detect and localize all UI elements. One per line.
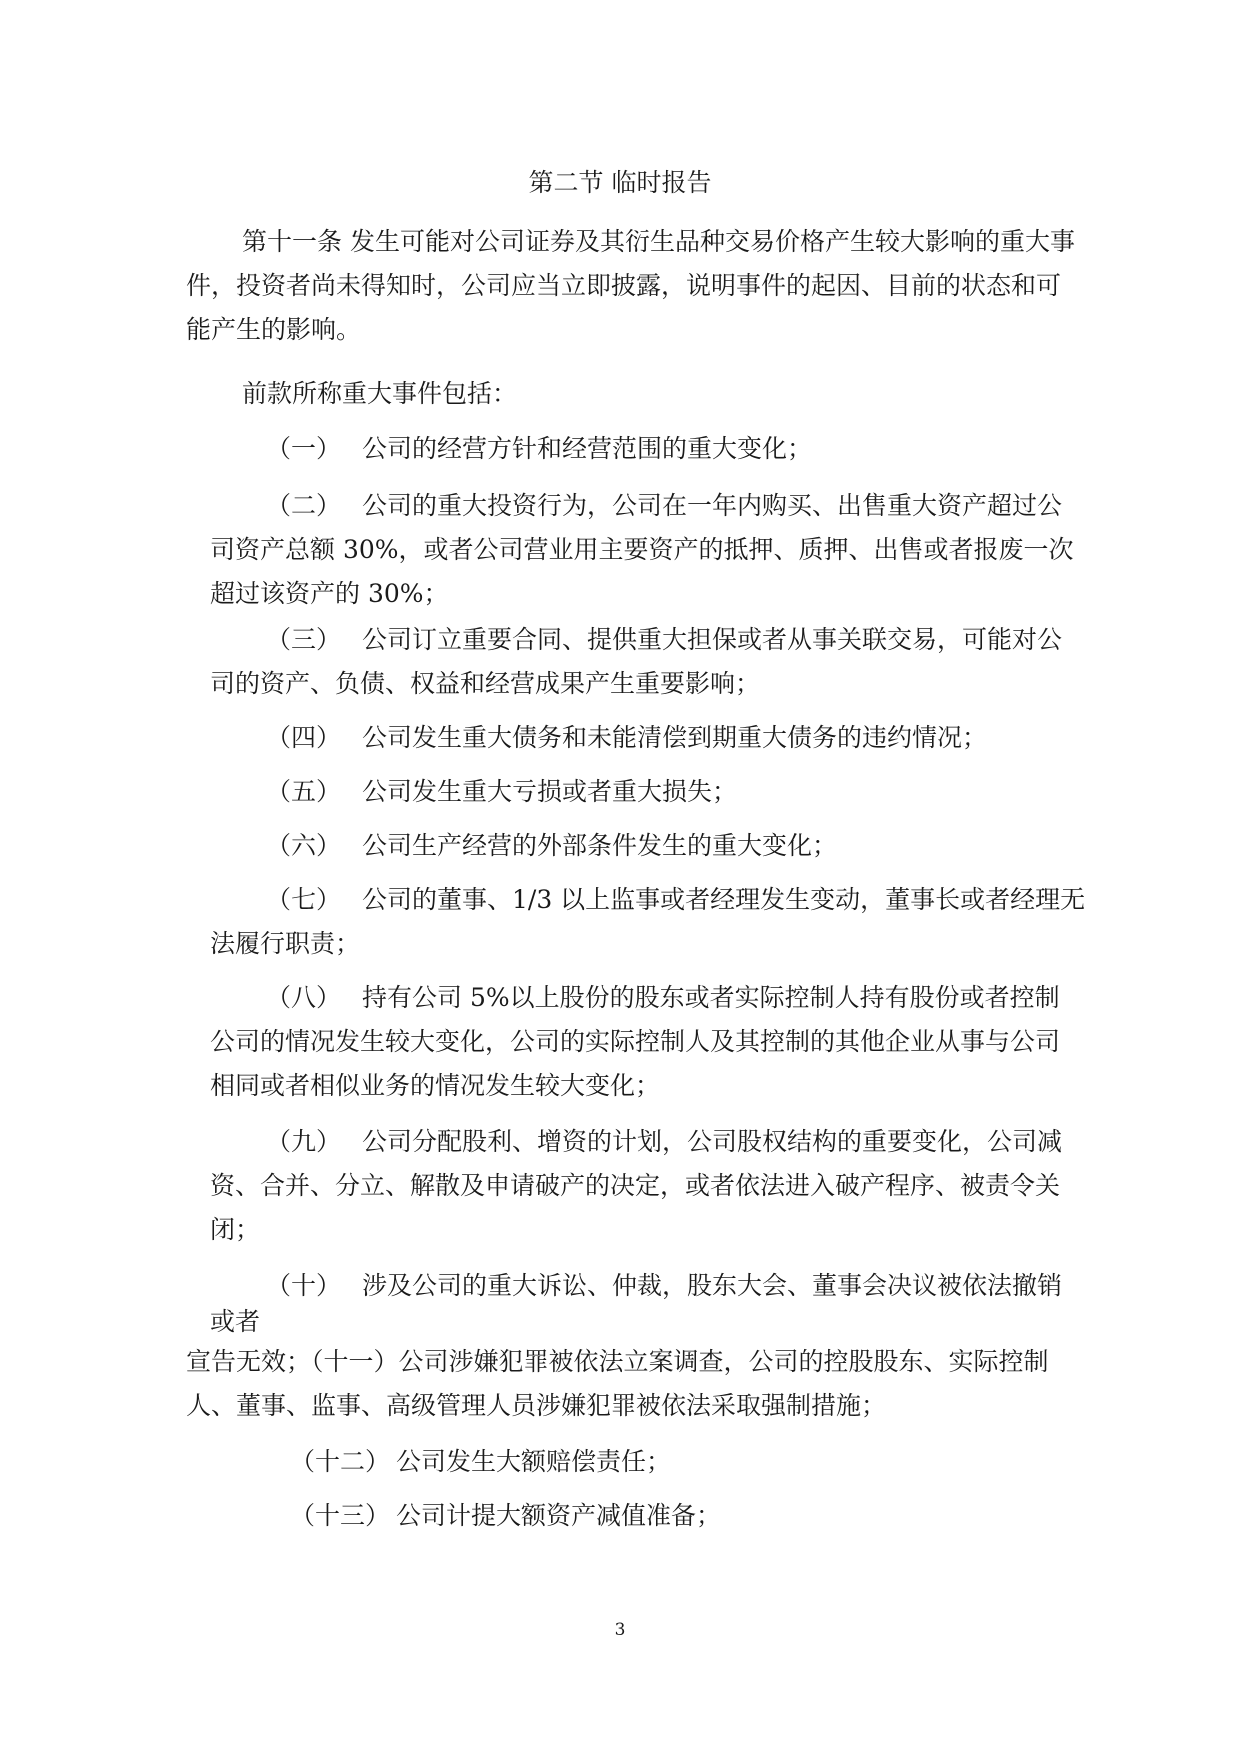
item-text: 法履行职责； [210, 929, 361, 958]
item-text: 公司计提大额资产减值准备； [396, 1501, 722, 1530]
item-text: 公司生产经营的外部条件发生的重大变化； [362, 831, 838, 860]
list-item [290, 1446, 671, 1478]
list-item [266, 433, 812, 465]
list-item [290, 1500, 721, 1532]
intro-text: 前款所称重大事件包括： [242, 379, 518, 408]
list-item [266, 490, 1062, 522]
item-number: （六） [266, 831, 342, 860]
list-item [266, 1126, 1062, 1158]
article-line: 能产生的影响。 [186, 315, 362, 344]
list-item [266, 830, 837, 862]
list-item [266, 624, 1062, 656]
item-text: 公司发生重大亏损或者重大损失； [362, 777, 738, 806]
list-item [266, 776, 737, 808]
item-text: 公司订立重要合同、提供重大担保或者从事关联交易，可能对公 [362, 625, 1063, 654]
item-number: （十） [266, 1271, 342, 1300]
item-text: 公司发生大额赔偿责任； [396, 1447, 672, 1476]
item-text: 闭； [210, 1215, 261, 1244]
continuation-line: 人、董事、监事、高级管理人员涉嫌犯罪被依法采取强制措施； [186, 1391, 887, 1420]
item-number: （五） [266, 777, 342, 806]
item-text: 公司的经营方针和经营范围的重大变化； [362, 434, 813, 463]
list-item [266, 982, 1060, 1014]
item-text: 公司发生重大债务和未能清偿到期重大债务的违约情况； [362, 723, 988, 752]
item-text: 或者 [210, 1307, 261, 1336]
item-text: 公司的重大投资行为，公司在一年内购买、出售重大资产超过公 [362, 491, 1063, 520]
page-number: 3 [614, 1620, 626, 1640]
item-number: （十二） [290, 1447, 391, 1476]
item-text: 公司的董事、1/3 以上监事或者经理发生变动，董事长或者经理无 [362, 885, 1086, 914]
list-item [266, 884, 1085, 916]
article-line: 第十一条 发生可能对公司证券及其衍生品种交易价格产生较大影响的重大事 [242, 227, 1075, 256]
item-text: 司的资产、负债、权益和经营成果产生重要影响； [210, 669, 761, 698]
item-number: （七） [266, 885, 342, 914]
item-text: 相同或者相似业务的情况发生较大变化； [210, 1071, 661, 1100]
item-text: 公司分配股利、增资的计划，公司股权结构的重要变化，公司减 [362, 1127, 1063, 1156]
list-item [266, 1270, 1062, 1302]
item-text: 公司的情况发生较大变化，公司的实际控制人及其控制的其他企业从事与公司 [210, 1027, 1061, 1056]
continuation-line: 宣告无效；（十一）公司涉嫌犯罪被依法立案调查，公司的控股股东、实际控制 [186, 1347, 1049, 1376]
item-text: 涉及公司的重大诉讼、仲裁，股东大会、董事会决议被依法撤销 [362, 1271, 1063, 1300]
item-number: （二） [266, 491, 342, 520]
item-number: （三） [266, 625, 342, 654]
item-number: （九） [266, 1127, 342, 1156]
item-number: （八） [266, 983, 342, 1012]
item-number: （十三） [290, 1501, 391, 1530]
list-item [266, 722, 987, 754]
section-title: 第二节 临时报告 [528, 168, 712, 197]
item-text: 资、合并、分立、解散及申请破产的决定，或者依法进入破产程序、被责令关 [210, 1171, 1061, 1200]
item-text: 持有公司 5%以上股份的股东或者实际控制人持有股份或者控制 [362, 983, 1060, 1012]
item-number: （一） [266, 434, 342, 463]
item-text: 司资产总额 30%，或者公司营业用主要资产的抵押、质押、出售或者报废一次 [210, 535, 1074, 564]
article-line: 件，投资者尚未得知时，公司应当立即披露，说明事件的起因、目前的状态和可 [186, 271, 1062, 300]
item-number: （四） [266, 723, 342, 752]
item-text: 超过该资产的 30%； [210, 579, 449, 608]
